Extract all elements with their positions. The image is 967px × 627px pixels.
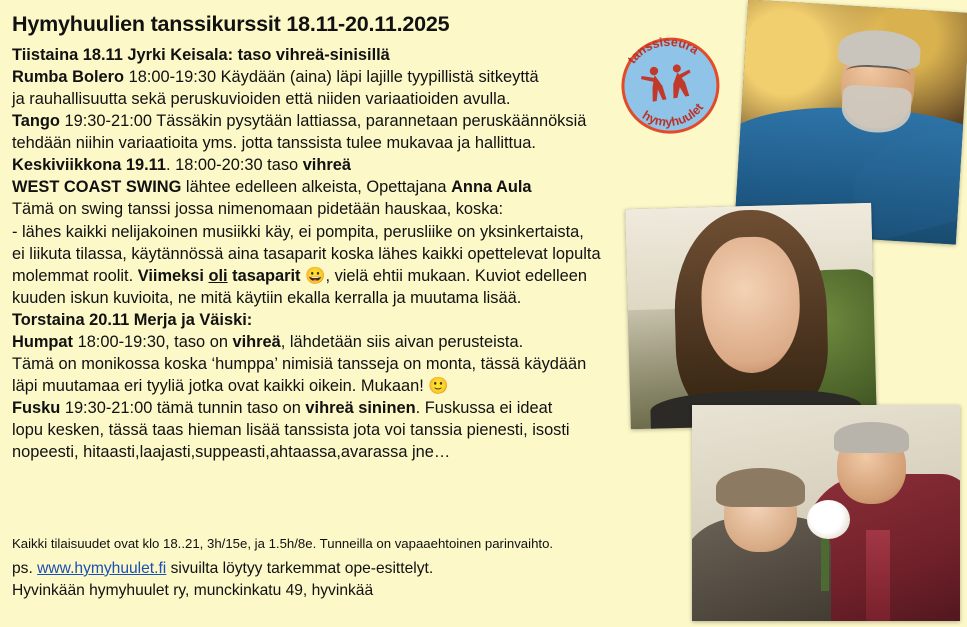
text-segment: 18:00-19:30 Käydään (aina) läpi lajille tyypillistä sitkeyttä: [128, 68, 539, 87]
text-segment: lähtee edelleen alkeista, Opettajana: [185, 178, 452, 197]
paragraph: [12, 353, 632, 375]
text-segment: molemmat roolit.: [12, 266, 138, 285]
paragraph: [12, 154, 632, 176]
text-segment: Tango: [12, 112, 65, 131]
photo-rose-stem: [821, 535, 829, 591]
paragraph: [12, 441, 632, 463]
text-segment: Tämä on swing tanssi jossa nimenomaan pidetään hauskaa, koska:: [12, 200, 504, 219]
text-segment: vihreä: [302, 156, 351, 175]
text-segment: Anna Aula: [451, 178, 532, 197]
text-segment: kuuden iskun kuvioita, ne mitä käytiin ekalla kerralla ja muutama lisää.: [12, 288, 522, 307]
text-segment: vihreä sininen: [305, 399, 416, 417]
text-segment: 🙂: [428, 376, 449, 395]
text-segment: Tämä on monikossa koska ‘humppa’ nimisiä tansseja on monta, tässä käydään: [12, 354, 587, 373]
paragraph: [12, 176, 632, 198]
paragraph: [12, 419, 632, 441]
paragraph: [12, 287, 632, 309]
paragraph-list: [12, 44, 632, 463]
text-segment: Rumba Bolero: [12, 68, 129, 87]
text-segment: nopeesti, hitaasti,laajasti,suppeasti,ahtaassa,avarassa jne…: [12, 443, 451, 462]
text-segment: - lähes kaikki nelijakoinen musiikki käy, ei pompita, perusliike on yksinkertaista,: [12, 222, 584, 241]
text-segment: WEST COAST SWING: [12, 178, 186, 197]
text-segment: Tiistaina 18.11 Jyrki Keisala: taso vihreä-sinisillä: [12, 46, 390, 64]
poster-footer: [12, 534, 622, 602]
paragraph: [12, 88, 632, 110]
photo-couple: [692, 405, 960, 621]
photo-woman-hair: [716, 468, 804, 507]
text-segment: 19:30-21:00 tämä tunnin taso on: [64, 399, 306, 417]
logo-bottom-text: hymyhuulet: [639, 100, 707, 130]
text-segment: vihreä: [232, 332, 281, 351]
text-segment: , lähdetään siis aivan perusteista.: [280, 332, 524, 351]
paragraph: [12, 110, 632, 132]
paragraph: [12, 375, 632, 397]
paragraph: [12, 309, 632, 331]
text-segment: Torstaina 20.11 Merja ja Väiski:: [12, 310, 253, 329]
photo-tie: [866, 530, 890, 621]
website-line: [12, 558, 622, 580]
text-segment: . 18:00-20:30 taso: [166, 156, 303, 175]
paragraph: [12, 221, 632, 243]
text-segment: 18:00-19:30, taso on: [77, 332, 233, 351]
text-segment: , vielä ehtii mukaan. Kuviot edelleen: [325, 266, 587, 285]
paragraph: [12, 198, 632, 220]
price-info: Kaikki tilaisuudet ovat klo 18..21, 3h/15e, ja 1.5h/8e. Tunneilla on vapaaehtoinen parinvaihto.: [12, 536, 554, 551]
paragraph: [12, 243, 632, 265]
poster-text-column: [12, 8, 632, 463]
text-segment: oli: [208, 266, 228, 285]
text-segment: tasaparit: [227, 266, 306, 285]
text-segment: 😀: [305, 266, 326, 285]
text-segment: ei liikuta tilassa, käytännössä aina tasaparit koska lähes kaikki opettelevat lopulta: [12, 244, 601, 263]
logo-top-text: tanssiseura: [624, 34, 702, 67]
text-segment: Viimeksi: [137, 266, 209, 285]
photo-rose: [807, 500, 850, 539]
dancing-couple-icon: [636, 57, 700, 112]
text-segment: Keskiviikkona 19.11: [12, 156, 166, 175]
text-segment: Humpat: [12, 332, 78, 351]
paragraph: [12, 397, 632, 419]
paragraph: [12, 265, 632, 287]
text-segment: 19:30-21:00 Tässäkin pysytään lattiassa, parannetaan peruskäännöksiä: [64, 112, 587, 131]
page-title: Hymyhuulien tanssikurssit 18.11-20.11.2025: [12, 12, 450, 36]
paragraph: [12, 44, 632, 66]
text-segment: . Fuskussa ei ideat: [415, 399, 553, 417]
text-segment: lopu kesken, tässä taas hieman lisää tanssista jota voi tanssia pienesti, isosti: [12, 421, 570, 440]
text-segment: läpi muutamaa eri tyyliä jotka ovat kaikki oikein. Mukaan!: [12, 376, 429, 395]
address-line: Hyvinkään hymyhuulet ry, munckinkatu 49, hyvinkää: [12, 581, 374, 599]
ps-suffix: sivuilta löytyy tarkemmat ope-esittelyt.: [166, 559, 434, 577]
paragraph: [12, 132, 632, 154]
paragraph: [12, 66, 632, 88]
photo-woman: [625, 203, 877, 429]
club-logo: [604, 19, 732, 147]
text-segment: tehdään niihin variaatioita yms. jotta tanssista tulee mukavaa ja hallittua.: [12, 134, 536, 153]
text-segment: ja rauhallisuutta sekä peruskuvioiden että niiden variaatioiden avulla.: [12, 90, 511, 109]
text-segment: Fusku: [12, 399, 65, 417]
photo-man-hair: [834, 422, 909, 452]
ps-prefix: ps.: [12, 559, 38, 577]
website-link[interactable]: www.hymyhuulet.fi: [37, 559, 167, 577]
paragraph: [12, 331, 632, 353]
